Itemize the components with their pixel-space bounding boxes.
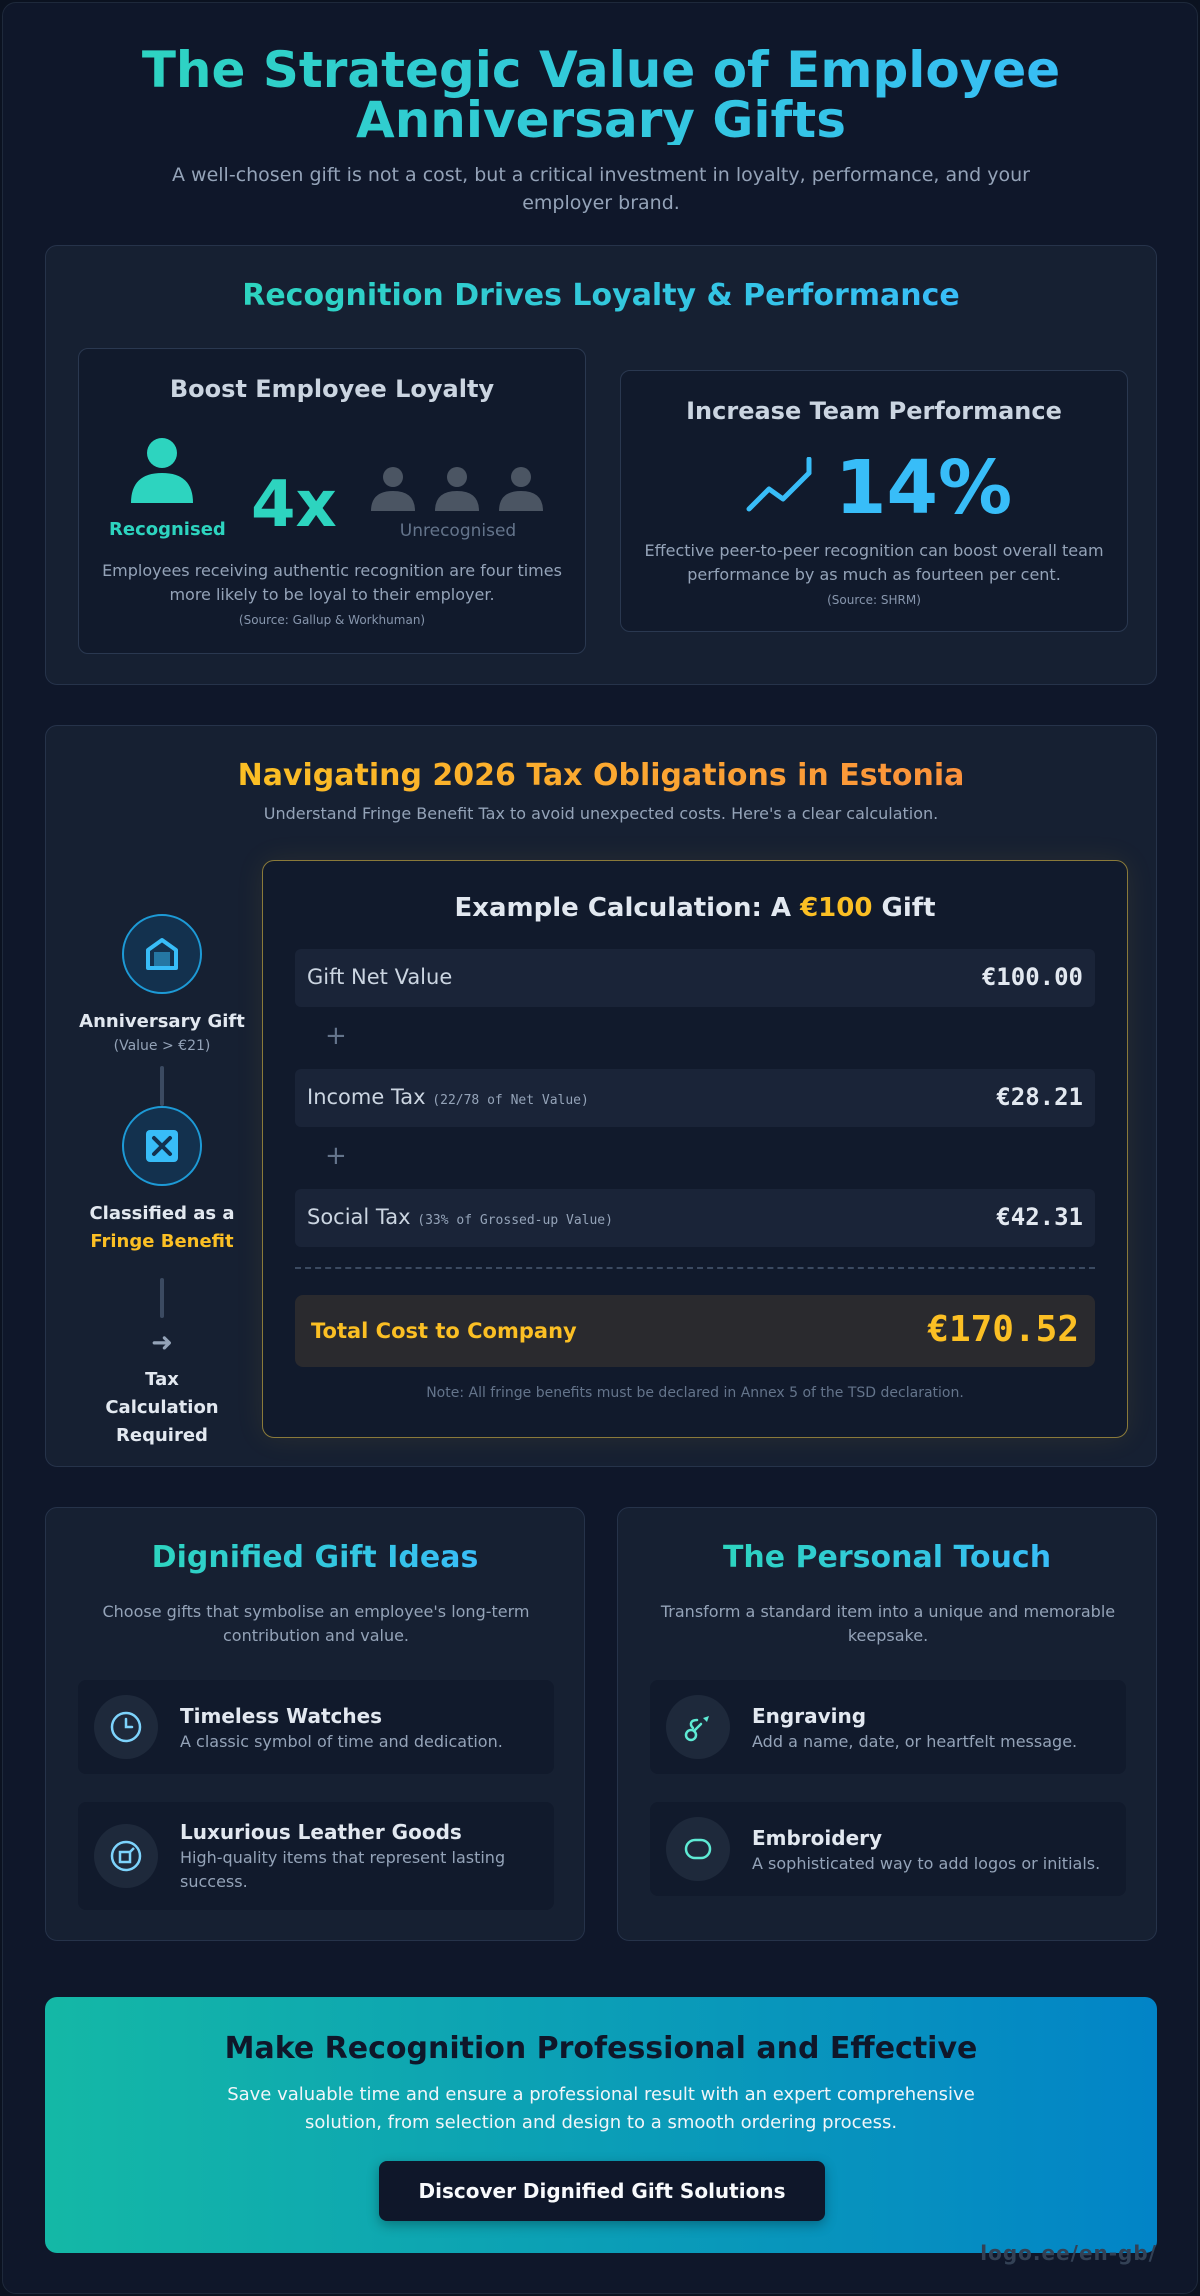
personal-touch-section <box>617 1507 1157 1941</box>
gift-ideas-title-text: Dignified Gift Ideas <box>151 1540 479 1575</box>
infographic-page <box>2 2 1198 2294</box>
calc-note: Note: All fringe benefits must be declared in Annex 5 of the TSD declaration. <box>426 1385 964 1401</box>
page-subtitle: A well-chosen gift is not a cost, but a critical investment in loyalty, performance, and your employer brand. <box>172 164 1030 214</box>
calc-total-label: Total Cost to Company <box>311 1319 577 1343</box>
gift-box-icon <box>122 914 202 994</box>
recognition-title <box>46 278 1156 313</box>
page-title: The Strategic Value of Employee Anniversary Gifts <box>101 45 1101 145</box>
calc-row-income-tax <box>295 1069 1095 1127</box>
unrecognised-label: Unrecognised <box>399 521 517 541</box>
plus-icon: + <box>325 1141 347 1171</box>
classified-x-icon <box>122 1106 202 1186</box>
personal-touch-title-text: The Personal Touch <box>722 1540 1052 1575</box>
personal-item-title: Embroidery <box>752 1826 883 1850</box>
embroidery-icon <box>666 1817 730 1881</box>
personal-item-title: Engraving <box>752 1704 867 1728</box>
watermark: logo.ee/en-gb/ <box>980 2241 1157 2265</box>
loyalty-description: Employees receiving authentic recognition are four times more likely to be loyal to their employer. <box>102 561 562 604</box>
calc-divider <box>295 1267 1095 1269</box>
cta-banner <box>45 1997 1157 2253</box>
recognition-title-text: Recognition Drives Loyalty & Performance <box>242 278 960 313</box>
flow-step-gift: Anniversary Gift <box>79 1011 245 1032</box>
calculation-card <box>262 860 1128 1438</box>
tax-title <box>46 758 1156 793</box>
calc-row-label <box>307 1205 613 1229</box>
calc-row-note: (22/78 of Net Value) <box>432 1093 589 1108</box>
leather-icon <box>94 1824 158 1888</box>
cta-title: Make Recognition Professional and Effective <box>224 2031 978 2066</box>
recognised-label: Recognised <box>109 519 226 540</box>
calc-row-social-tax <box>295 1189 1095 1247</box>
calc-total-value: €170.52 <box>927 1309 1079 1350</box>
cta-text: Save valuable time and ensure a professional result with an expert comprehensive solution, from selection and design to a smooth ordering process. <box>227 2084 975 2133</box>
flow-step-fringe: Fringe Benefit <box>90 1231 234 1252</box>
recognition-section <box>45 245 1157 685</box>
tax-flow <box>46 886 278 1446</box>
calc-row-value: €42.31 <box>996 1203 1083 1231</box>
calc-row-label: Gift Net Value <box>307 965 453 989</box>
flow-connector <box>160 1066 164 1106</box>
arrow-right-icon: ➜ <box>151 1328 173 1358</box>
personal-touch-title <box>618 1540 1156 1575</box>
tax-title-text: Navigating 2026 Tax Obligations in Estonia <box>237 758 965 793</box>
loyalty-source: (Source: Gallup & Workhuman) <box>238 613 426 627</box>
calc-title-suffix: Gift <box>881 893 936 923</box>
calc-row-net <box>295 949 1095 1007</box>
unrecognised-people-icon <box>363 467 553 513</box>
loyalty-card <box>78 348 586 654</box>
calc-row-value: €28.21 <box>996 1083 1083 1111</box>
calc-title-amount: €100 <box>800 893 873 923</box>
performance-source: (Source: SHRM) <box>827 593 921 607</box>
discover-solutions-button[interactable]: Discover Dignified Gift Solutions <box>379 2161 825 2221</box>
calc-row-label-text: Income Tax <box>307 1085 426 1109</box>
calc-row-value: €100.00 <box>981 963 1083 991</box>
flow-step-tax: Tax Calculation Required <box>105 1369 219 1446</box>
flow-step-classified: Classified as a <box>89 1203 235 1224</box>
flow-step-gift-note: (Value > €21) <box>113 1038 211 1054</box>
calc-row-label-text: Social Tax <box>307 1205 411 1229</box>
calc-total <box>295 1295 1095 1367</box>
flow-connector <box>160 1278 164 1318</box>
performance-description: Effective peer-to-peer recognition can boost overall team performance by as much as fourteen per cent. <box>644 541 1104 584</box>
calc-row-label <box>307 1085 589 1109</box>
gift-ideas-title <box>46 1540 584 1575</box>
gift-idea-desc: High-quality items that represent lasting success. <box>180 1848 506 1891</box>
loyalty-heading: Boost Employee Loyalty <box>169 375 495 403</box>
personal-item-desc: Add a name, date, or heartfelt message. <box>752 1732 1078 1751</box>
tax-subtitle: Understand Fringe Benefit Tax to avoid unexpected costs. Here's a clear calculation. <box>263 804 939 823</box>
recognised-person-icon <box>129 437 195 505</box>
plus-icon: + <box>325 1021 347 1051</box>
performance-heading: Increase Team Performance <box>686 397 1062 425</box>
engraving-icon <box>666 1695 730 1759</box>
gift-ideas-description: Choose gifts that symbolise an employee's long-term contribution and value. <box>102 1602 530 1645</box>
personal-engraving <box>650 1680 1126 1774</box>
header <box>3 41 1198 217</box>
gift-idea-leather <box>78 1802 554 1910</box>
tax-section <box>45 725 1157 1467</box>
performance-stat-row <box>621 447 1127 529</box>
gift-idea-desc: A classic symbol of time and dedication. <box>180 1732 503 1751</box>
calc-title-prefix: Example Calculation: A <box>454 893 792 923</box>
personal-item-desc: A sophisticated way to add logos or initials. <box>752 1854 1101 1873</box>
trending-up-icon <box>745 457 817 517</box>
personal-embroidery <box>650 1802 1126 1896</box>
calculation-title <box>263 893 1127 923</box>
gift-idea-title: Timeless Watches <box>180 1704 383 1728</box>
gift-idea-title: Luxurious Leather Goods <box>180 1820 462 1844</box>
gift-idea-watches <box>78 1680 554 1774</box>
clock-icon <box>94 1695 158 1759</box>
loyalty-multiplier: 4x <box>251 468 337 542</box>
performance-stat: 14% <box>835 445 1013 531</box>
gift-ideas-section <box>45 1507 585 1941</box>
performance-card <box>620 370 1128 632</box>
personal-touch-description: Transform a standard item into a unique and memorable keepsake. <box>660 1602 1116 1645</box>
calc-row-note: (33% of Grossed-up Value) <box>417 1213 613 1228</box>
